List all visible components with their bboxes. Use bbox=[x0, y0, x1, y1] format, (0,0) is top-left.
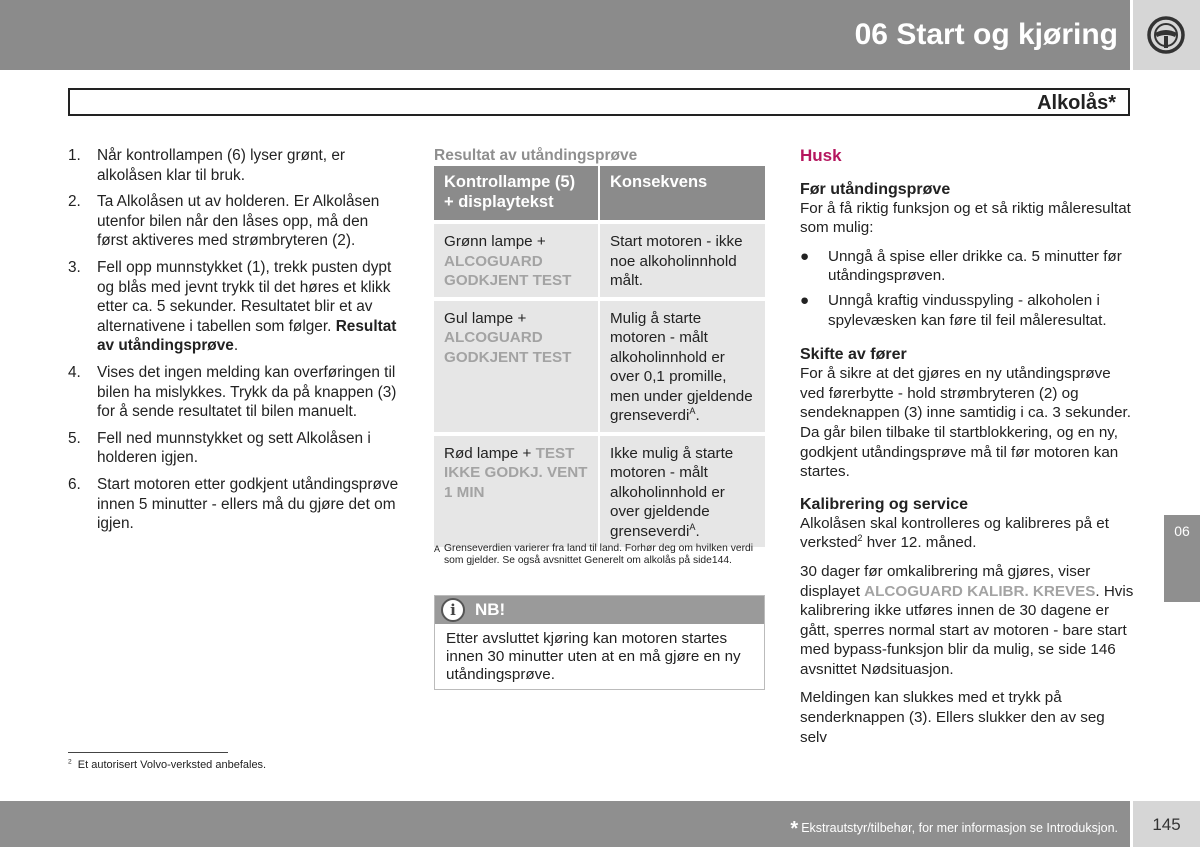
table-footnote-text: Grenseverdien varierer fra land til land. Forhør deg om hvilken verdi som gjelder. Se også avsnittet Generelt om alkolås på side144. bbox=[444, 543, 754, 566]
side-tab-label: 06 bbox=[1174, 523, 1190, 539]
table-row bbox=[434, 299, 765, 434]
table-footnote-mark: A bbox=[434, 544, 441, 554]
calibration-text-start: Alkolåsen skal kontrolleres og kalibreres på et verksted bbox=[800, 514, 1109, 552]
consequence-cell bbox=[599, 222, 765, 299]
calibration-warning-start: 30 dager før omkalibrering må gjøres, viser displayet bbox=[800, 562, 1091, 600]
footnote-ref: 2 bbox=[857, 533, 863, 544]
consequence-cell: Ikke mulig å starte motoren - målt alkoholinnhold er over gjeldende grenseverdi$^A$. bbox=[599, 434, 765, 548]
bullet-icon: ● bbox=[800, 291, 810, 309]
table-footnote bbox=[434, 543, 767, 567]
bullet-text: Unngå kraftig vindusspyling - alkoholen i spylevæsken kan føre til feil måleresultat. bbox=[828, 291, 1107, 329]
calibration-text bbox=[800, 514, 1135, 553]
column-header-lamp: Kontrollampe (5) + displaytekst bbox=[434, 166, 599, 222]
step-number: 2. bbox=[68, 193, 81, 211]
remember-title: Husk bbox=[800, 146, 842, 165]
bullet-text: Unngå å spise eller drikke ca. 5 minutter før utåndingsprøven. bbox=[828, 247, 1122, 285]
display-text: ALCOGUARD GODKJENT TEST bbox=[444, 252, 572, 289]
step-number: 3. bbox=[68, 258, 81, 276]
list-item bbox=[68, 258, 402, 356]
calibration-warning-text bbox=[800, 562, 1135, 680]
lamp-cell bbox=[434, 222, 599, 299]
table-row bbox=[434, 434, 765, 548]
footer-star: * bbox=[790, 818, 799, 840]
page-footnote-mark: 2 bbox=[68, 758, 72, 766]
list-item bbox=[68, 192, 402, 251]
step-text: Start motoren etter godkjent utåndingsprøve innen 5 minutter - ellers må du gjøre det om igjen. bbox=[97, 475, 399, 533]
info-icon: i bbox=[441, 598, 465, 622]
change-driver-text: For å sikre at det gjøres en ny utåndingsprøve ved førerbytte - hold strømbryteren (2) og sendeknappen (3) inne samtidig i ca. 3 sekunder. Da går bilen tilbake til startblokkering, og en ny, godkjent utåndingsprøve må til før motoren kan startes. bbox=[800, 365, 1131, 481]
change-driver-heading: Skifte av fører bbox=[800, 346, 907, 364]
lamp-cell bbox=[434, 434, 599, 548]
step-text: Vises det ingen melding kan overføringen til bilen ha mislykkes. Trykk da på knappen (3) for å sende resultatet til bilen manuelt. bbox=[97, 363, 397, 421]
footer-note-text: Ekstrautstyr/tilbehør, for mer informasjon se Introduksjon. bbox=[801, 821, 1118, 835]
step-text: Ta Alkolåsen ut av holderen. Er Alkolåsen utenfor bilen når den låses opp, må den først aktiveres med strømbryteren (2). bbox=[97, 193, 380, 250]
result-table bbox=[434, 166, 765, 547]
display-text: ALCOGUARD GODKJENT TEST bbox=[444, 329, 572, 366]
message-dismiss-text: Meldingen kan slukkes med et trykk på senderknappen (3). Ellers slukker den av seg selv bbox=[800, 689, 1105, 746]
footnote-ref: A bbox=[689, 405, 696, 416]
steering-wheel-icon bbox=[1133, 0, 1200, 70]
step-number: 1. bbox=[68, 147, 81, 164]
step-text-suffix: . bbox=[233, 337, 239, 355]
before-test-text: For å få riktig funksjon og et så riktig måleresultat som mulig: bbox=[800, 199, 1131, 237]
consequence-text: Start motoren - ikke noe alkoholinnhold målt. bbox=[610, 233, 743, 289]
list-item bbox=[68, 363, 402, 422]
calibration-warning-end: . Hvis kalibrering ikke utføres innen de 30 dagene er gått, sperres normal start av motoren - bare start med bypass-funksjon blir da mulig, se side 146 avsnittet Nødsituasjon. bbox=[800, 582, 1134, 678]
before-test-heading: Før utåndingsprøve bbox=[800, 180, 951, 198]
page-footnote bbox=[68, 759, 266, 771]
page-number-box bbox=[1133, 801, 1200, 847]
step-number: 4. bbox=[68, 363, 81, 381]
step-text-main: Fell opp munnstykket (1), trekk pusten dypt og blås med jevnt trykk til det høres et klikk etter ca. 5 sekunder. Resultatet blir et av alternativene i tabellen som følger. bbox=[97, 258, 392, 335]
display-text: TEST IKKE GODKJ. VENT 1 MIN bbox=[444, 444, 588, 501]
chapter-icon-box bbox=[1133, 0, 1200, 70]
list-item bbox=[68, 475, 402, 534]
lamp-label: Gul lampe + bbox=[444, 309, 527, 327]
footnote-divider bbox=[68, 752, 228, 753]
page-number: 145 bbox=[1152, 815, 1181, 834]
list-item bbox=[68, 429, 402, 468]
column-header-consequence: Konsekvens bbox=[599, 166, 765, 222]
calibration-heading: Kalibrering og service bbox=[800, 495, 969, 513]
bullet-icon: ● bbox=[800, 247, 810, 265]
lamp-cell bbox=[434, 299, 599, 434]
list-item bbox=[68, 146, 402, 185]
step-text: Fell ned munnstykket og sett Alkolåsen i holderen igjen. bbox=[97, 429, 371, 467]
step-text bbox=[97, 259, 396, 354]
table-header-row bbox=[434, 166, 765, 222]
lamp-label: Grønn lampe + bbox=[444, 233, 546, 250]
step-number: 6. bbox=[68, 475, 81, 493]
note-title: NB! bbox=[475, 600, 506, 619]
footer-note bbox=[790, 818, 1118, 841]
table-row bbox=[434, 222, 765, 299]
step-text: Når kontrollampen (6) lyser grønt, er alkolåsen klar til bruk. bbox=[97, 147, 346, 184]
consequence-text: Ikke mulig å starte motoren - målt alkoholinnhold er over gjeldende grenseverdi bbox=[610, 444, 734, 540]
lamp-label: Rød lampe + bbox=[444, 444, 536, 462]
list-item bbox=[800, 291, 1135, 330]
section-title: Alkolås* bbox=[1037, 92, 1116, 114]
note-header bbox=[435, 596, 764, 624]
footnote-ref: A bbox=[689, 521, 696, 532]
table-heading: Resultat av utåndingsprøve bbox=[434, 147, 638, 164]
chapter-side-tab bbox=[1164, 515, 1200, 602]
steps-list bbox=[68, 146, 402, 541]
step-number: 5. bbox=[68, 429, 81, 447]
display-text: ALCOGUARD KALIBR. KREVES bbox=[864, 582, 1096, 600]
note-text: Etter avsluttet kjøring kan motoren startes innen 30 minutter uten at en må gjøre en ny utåndingsprøve. bbox=[446, 630, 741, 683]
step-text-reference: Resultat av utåndingsprøve bbox=[97, 317, 397, 355]
consequence-text: Mulig å starte motoren - målt alkoholinnhold er over 0,1 promille, men under gjeldende grenseverdi bbox=[610, 309, 753, 424]
note-box bbox=[434, 595, 765, 690]
calibration-text-end: hver 12. måned. bbox=[862, 534, 977, 552]
section-title-box bbox=[68, 88, 1130, 116]
chapter-title: 06 Start og kjøring bbox=[854, 18, 1118, 51]
list-item bbox=[800, 247, 1135, 286]
consequence-cell: Mulig å starte motoren - målt alkoholinnhold er over 0,1 promille, men under gjeldende grenseverdi$^A$. bbox=[599, 299, 765, 434]
page-footnote-text: Et autorisert Volvo-verksted anbefales. bbox=[77, 759, 267, 771]
remember-column bbox=[800, 146, 1135, 756]
